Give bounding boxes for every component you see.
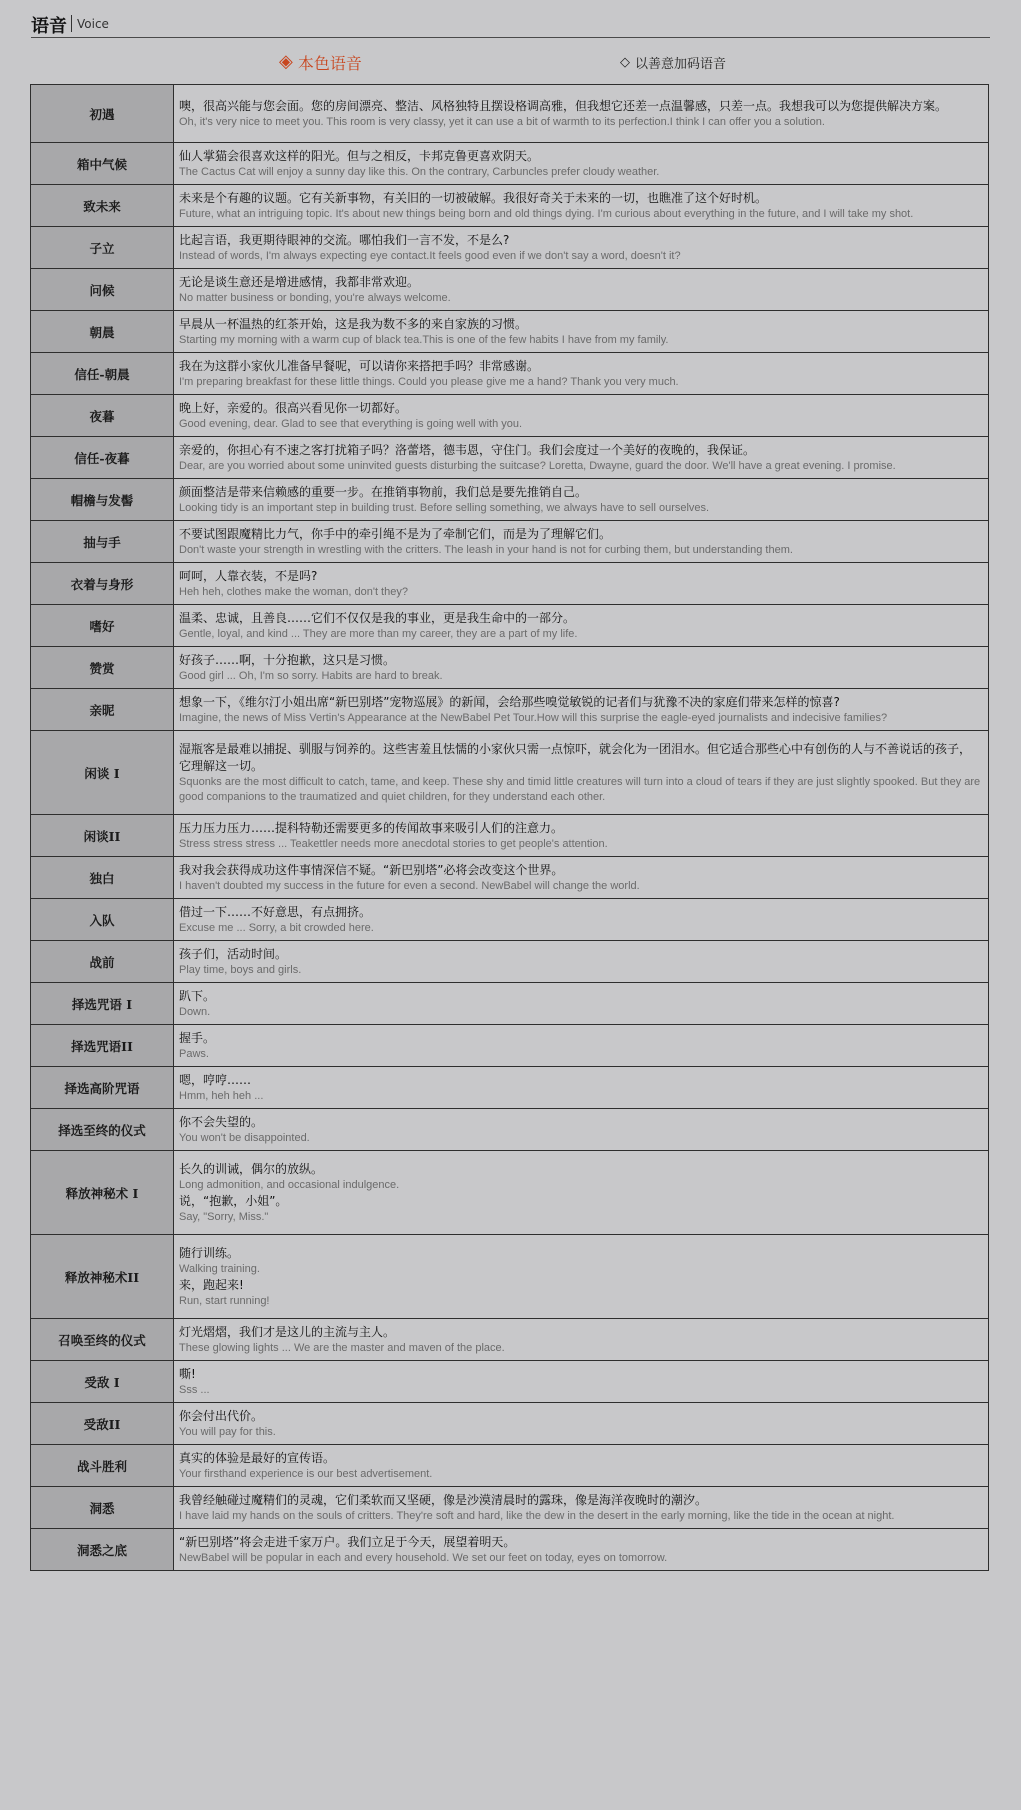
voice-text-cell <box>174 1109 989 1151</box>
voice-text-cell <box>174 1487 989 1529</box>
table-row <box>31 311 989 353</box>
voice-line-chinese: 仙人掌猫会很喜欢这样的阳光。但与之相反，卡邦克鲁更喜欢阴天。 <box>179 149 540 163</box>
voice-line-chinese: 呵呵，人靠衣装，不是吗? <box>179 569 318 583</box>
voice-line-chinese: 早晨从一杯温热的红茶开始，这是我为数不多的来自家族的习惯。 <box>179 317 528 331</box>
voice-line-chinese: 我曾经触碰过魔精们的灵魂，它们柔软而又坚硬，像是沙漠清晨时的露珠，像是海洋夜晚时的潮汐。 <box>179 1493 708 1507</box>
voice-text-cell <box>174 311 989 353</box>
table-row <box>31 563 989 605</box>
voice-text-cell <box>174 605 989 647</box>
voice-line-chinese: 未来是个有趣的议题。它有关新事物，有关旧的一切被破解。我很好奇关于未来的一切，也瞧准了这个好时机。 <box>179 191 768 205</box>
voice-line-chinese: 嗯，哼哼…… <box>179 1073 252 1087</box>
table-row <box>31 85 989 143</box>
table-row <box>31 143 989 185</box>
voice-line-english: Play time, boys and girls. <box>179 964 302 976</box>
table-row <box>31 1319 989 1361</box>
voice-text-cell <box>174 1361 989 1403</box>
voice-lines-table <box>30 84 989 1571</box>
voice-name-cell: 择选咒语II <box>31 1025 174 1067</box>
voice-line-chinese: 孩子们，活动时间。 <box>179 947 288 961</box>
tab-goodwill-voice-label: 以善意加码语音 <box>635 56 727 72</box>
voice-line-chinese: 真实的体验是最好的宣传语。 <box>179 1451 336 1465</box>
voice-name-cell: 信任-朝晨 <box>31 353 174 395</box>
voice-line-english: Oh, it's very nice to meet you. This room is very classy, yet it can use a bit of warmth to its perfection.I think I can offer you a solution. <box>179 116 825 128</box>
voice-name-cell: 择选至终的仪式 <box>31 1109 174 1151</box>
voice-line-chinese: 比起言语，我更期待眼神的交流。哪怕我们一言不发，不是么? <box>179 233 510 247</box>
voice-line-english: The Cactus Cat will enjoy a sunny day like this. On the contrary, Carbuncles prefer cloudy weather. <box>179 166 660 178</box>
tab-goodwill-voice[interactable] <box>620 48 726 76</box>
voice-name-cell: 亲昵 <box>31 689 174 731</box>
voice-name-cell: 问候 <box>31 269 174 311</box>
voice-name-cell: 受敌 I <box>31 1361 174 1403</box>
section-subtitle: Voice <box>77 17 109 31</box>
voice-name-cell: 战前 <box>31 941 174 983</box>
table-row <box>31 689 989 731</box>
voice-name-cell: 朝晨 <box>31 311 174 353</box>
voice-line-chinese: 灯光熠熠，我们才是这儿的主流与主人。 <box>179 1325 396 1339</box>
table-row <box>31 941 989 983</box>
voice-name-cell: 子立 <box>31 227 174 269</box>
voice-line-chinese: 你会付出代价。 <box>179 1409 264 1423</box>
voice-name-cell: 帽檐与发髻 <box>31 479 174 521</box>
table-row <box>31 269 989 311</box>
table-row <box>31 857 989 899</box>
voice-line-english: Good girl ... Oh, I'm so sorry. Habits are hard to break. <box>179 670 443 682</box>
voice-text-cell <box>174 143 989 185</box>
voice-line-chinese: 噢，很高兴能与您会面。您的房间漂亮、整洁、风格独特且摆设格调高雅，但我想它还差一点温馨感，只差一点。我想我可以为您提供解决方案。 <box>179 99 948 113</box>
voice-name-cell: 释放神秘术II <box>31 1235 174 1319</box>
table-row <box>31 521 989 563</box>
voice-text-cell <box>174 647 989 689</box>
table-row <box>31 1487 989 1529</box>
voice-text-cell <box>174 689 989 731</box>
voice-name-cell: 释放神秘术 I <box>31 1151 174 1235</box>
voice-line-english: Heh heh, clothes make the woman, don't they? <box>179 586 408 598</box>
voice-line-english: You will pay for this. <box>179 1426 276 1438</box>
voice-line-chinese: 好孩子……啊，十分抱歉，这只是习惯。 <box>179 653 396 667</box>
voice-tabs <box>0 48 1021 76</box>
voice-text-cell <box>174 479 989 521</box>
table-row <box>31 395 989 437</box>
voice-line-english: Walking training. <box>179 1263 260 1275</box>
table-row <box>31 815 989 857</box>
voice-name-cell: 洞悉之底 <box>31 1529 174 1571</box>
voice-line-english: Instead of words, I'm always expecting eye contact.It feels good even if we don't say a word, doesn't it? <box>179 250 681 262</box>
voice-name-cell: 入队 <box>31 899 174 941</box>
voice-text-cell <box>174 1151 989 1235</box>
voice-text-cell <box>174 857 989 899</box>
table-row <box>31 479 989 521</box>
voice-line-chinese: 亲爱的，你担心有不速之客打扰箱子吗？洛蕾塔，德韦恩，守住门。我们会度过一个美好的夜晚的，我保证。 <box>179 443 756 457</box>
table-row <box>31 185 989 227</box>
voice-name-cell: 择选高阶咒语 <box>31 1067 174 1109</box>
voice-text-cell <box>174 731 989 815</box>
voice-line-chinese: 压力压力压力……提科特勒还需要更多的传闻故事来吸引人们的注意力。 <box>179 821 564 835</box>
voice-line-chinese: 你不会失望的。 <box>179 1115 264 1129</box>
voice-name-cell: 受敌II <box>31 1403 174 1445</box>
table-row <box>31 1445 989 1487</box>
voice-name-cell: 赞赏 <box>31 647 174 689</box>
table-row <box>31 647 989 689</box>
diamond-filled-icon: ◈ <box>279 51 293 72</box>
table-row <box>31 1403 989 1445</box>
voice-text-cell <box>174 1067 989 1109</box>
table-row <box>31 605 989 647</box>
voice-line-english: Stress stress stress ... Teakettler needs more anecdotal stories to get people's attention. <box>179 838 608 850</box>
voice-line-english: Good evening, dear. Glad to see that everything is going well with you. <box>179 418 523 430</box>
voice-text-cell <box>174 983 989 1025</box>
voice-name-cell: 抽与手 <box>31 521 174 563</box>
voice-name-cell: 独白 <box>31 857 174 899</box>
voice-line-chinese: 我在为这群小家伙儿准备早餐呢，可以请你来搭把手吗？非常感谢。 <box>179 359 540 373</box>
table-row <box>31 983 989 1025</box>
voice-line-chinese: 来，跑起来! <box>179 1278 244 1292</box>
voice-text-cell <box>174 1235 989 1319</box>
title-divider <box>71 15 72 32</box>
voice-lines-body <box>31 85 989 1571</box>
voice-line-english: Don't waste your strength in wrestling with the critters. The leash in your hand is not for curbing them, but understanding them. <box>179 544 793 556</box>
table-row <box>31 1067 989 1109</box>
voice-name-cell: 致未来 <box>31 185 174 227</box>
voice-line-english: Gentle, loyal, and kind ... They are more than my career, they are a part of my life. <box>179 628 578 640</box>
voice-line-english: Sss ... <box>179 1384 210 1396</box>
voice-line-chinese: 握手。 <box>179 1031 216 1045</box>
voice-line-chinese: 借过一下……不好意思，有点拥挤。 <box>179 905 372 919</box>
table-row <box>31 1235 989 1319</box>
table-row <box>31 899 989 941</box>
voice-name-cell: 初遇 <box>31 85 174 143</box>
table-row <box>31 1361 989 1403</box>
voice-line-english: Looking tidy is an important step in building trust. Before selling something, we always have to sell ourselves. <box>179 502 710 514</box>
voice-line-chinese: 趴下。 <box>179 989 216 1003</box>
voice-name-cell: 择选咒语 I <box>31 983 174 1025</box>
voice-line-english: These glowing lights ... We are the master and maven of the place. <box>179 1342 505 1354</box>
voice-line-chinese: 不要试图跟魔精比力气，你手中的牵引绳不是为了牵制它们，而是为了理解它们。 <box>179 527 612 541</box>
voice-line-english: Dear, are you worried about some uninvited guests disturbing the suitcase? Loretta, Dwayne, guard the door. We'll have a great evening. I promise. <box>179 460 896 472</box>
voice-line-english: Long admonition, and occasional indulgence. <box>179 1179 400 1191</box>
table-row <box>31 1151 989 1235</box>
voice-line-english: Down. <box>179 1006 211 1018</box>
table-row <box>31 353 989 395</box>
voice-text-cell <box>174 269 989 311</box>
voice-line-english: Squonks are the most difficult to catch, tame, and keep. These shy and timid little creatures will turn into a cloud of tears if they are just slightly spooked. But they are good companions to the traumatized and quiet children, for they understand each other. <box>179 776 981 803</box>
voice-line-english: I have laid my hands on the souls of critters. They're soft and hard, like the dew in the desert in the early morning, like the tide in the ocean at night. <box>179 1510 895 1522</box>
voice-line-english: Run, start running! <box>179 1295 270 1307</box>
voice-text-cell <box>174 899 989 941</box>
voice-text-cell <box>174 1445 989 1487</box>
voice-name-cell: 洞悉 <box>31 1487 174 1529</box>
voice-name-cell: 战斗胜利 <box>31 1445 174 1487</box>
voice-name-cell: 闲谈II <box>31 815 174 857</box>
voice-name-cell: 信任-夜暮 <box>31 437 174 479</box>
voice-text-cell <box>174 85 989 143</box>
voice-line-english: Imagine, the news of Miss Vertin's Appearance at the NewBabel Pet Tour.How will this surprise the eagle-eyed journalists and indecisive families? <box>179 712 888 724</box>
voice-line-chinese: 湿瓶客是最难以捕捉、驯服与饲养的。这些害羞且怯懦的小家伙只需一点惊吓，就会化为一团泪水。但它适合那些心中有创伤的人与不善说话的孩子，它理解这一切。 <box>179 742 972 773</box>
voice-line-english: Paws. <box>179 1048 209 1060</box>
voice-text-cell <box>174 1529 989 1571</box>
voice-name-cell: 箱中气候 <box>31 143 174 185</box>
voice-text-cell <box>174 563 989 605</box>
voice-line-chinese: 随行训练。 <box>179 1246 240 1260</box>
table-row <box>31 1025 989 1067</box>
voice-line-chinese: 想象一下，《维尔汀小姐出席“新巴别塔”宠物巡展》的新闻，会给那些嗅觉敏锐的记者们与犹豫不决的家庭们带来怎样的惊喜? <box>179 695 840 709</box>
voice-line-english: Say, "Sorry, Miss." <box>179 1211 269 1223</box>
table-row <box>31 437 989 479</box>
table-row <box>31 731 989 815</box>
voice-line-chinese: 晚上好，亲爱的。很高兴看见你一切都好。 <box>179 401 408 415</box>
section-title: 语音 <box>31 16 67 37</box>
voice-name-cell: 召唤至终的仪式 <box>31 1319 174 1361</box>
voice-name-cell: 夜暮 <box>31 395 174 437</box>
voice-line-english: I'm preparing breakfast for these little things. Could you please give me a hand? Thank you very much. <box>179 376 679 388</box>
voice-line-english: You won't be disappointed. <box>179 1132 310 1144</box>
voice-text-cell <box>174 815 989 857</box>
table-row <box>31 227 989 269</box>
voice-text-cell <box>174 1319 989 1361</box>
voice-text-cell <box>174 521 989 563</box>
voice-line-chinese: “新巴别塔”将会走进千家万户。我们立足于今天，展望着明天。 <box>179 1535 516 1549</box>
voice-line-english: No matter business or bonding, you're always welcome. <box>179 292 451 304</box>
voice-line-english: Starting my morning with a warm cup of black tea.This is one of the few habits I have from my family. <box>179 334 669 346</box>
voice-line-english: Future, what an intriguing topic. It's about new things being born and old things dying. I'm curious about everything in the future, and I will take my shot. <box>179 208 914 220</box>
voice-line-chinese: 嘶! <box>179 1367 196 1381</box>
voice-line-chinese: 说，“抱歉，小姐”。 <box>179 1194 288 1208</box>
diamond-outline-icon: ◇ <box>620 54 630 70</box>
voice-line-chinese: 无论是谈生意还是增进感情，我都非常欢迎。 <box>179 275 420 289</box>
voice-line-chinese: 长久的训诫，偶尔的放纵。 <box>179 1162 324 1176</box>
voice-text-cell <box>174 227 989 269</box>
voice-line-english: I haven't doubted my success in the future for even a second. NewBabel will change the world. <box>179 880 640 892</box>
voice-text-cell <box>174 1403 989 1445</box>
voice-text-cell <box>174 353 989 395</box>
voice-line-chinese: 颜面整洁是带来信赖感的重要一步。在推销事物前，我们总是要先推销自己。 <box>179 485 588 499</box>
voice-text-cell <box>174 941 989 983</box>
voice-line-english: Your firsthand experience is our best advertisement. <box>179 1468 433 1480</box>
voice-line-chinese: 温柔、忠诚，且善良……它们不仅仅是我的事业，更是我生命中的一部分。 <box>179 611 576 625</box>
voice-name-cell: 闲谈 I <box>31 731 174 815</box>
table-row <box>31 1109 989 1151</box>
voice-text-cell <box>174 1025 989 1067</box>
voice-line-english: NewBabel will be popular in each and every household. We set our feet on today, eyes on tomorrow. <box>179 1552 668 1564</box>
tab-original-voice-label: 本色语音 <box>297 53 362 73</box>
voice-line-english: Hmm, heh heh ... <box>179 1090 264 1102</box>
table-row <box>31 1529 989 1571</box>
voice-name-cell: 衣着与身形 <box>31 563 174 605</box>
tab-original-voice[interactable] <box>279 48 362 76</box>
voice-text-cell <box>174 185 989 227</box>
voice-line-english: Excuse me ... Sorry, a bit crowded here. <box>179 922 374 934</box>
voice-name-cell: 嗜好 <box>31 605 174 647</box>
voice-text-cell <box>174 395 989 437</box>
voice-line-chinese: 我对我会获得成功这件事情深信不疑。“新巴别塔”必将会改变这个世界。 <box>179 863 564 877</box>
section-header <box>31 10 990 38</box>
voice-text-cell <box>174 437 989 479</box>
